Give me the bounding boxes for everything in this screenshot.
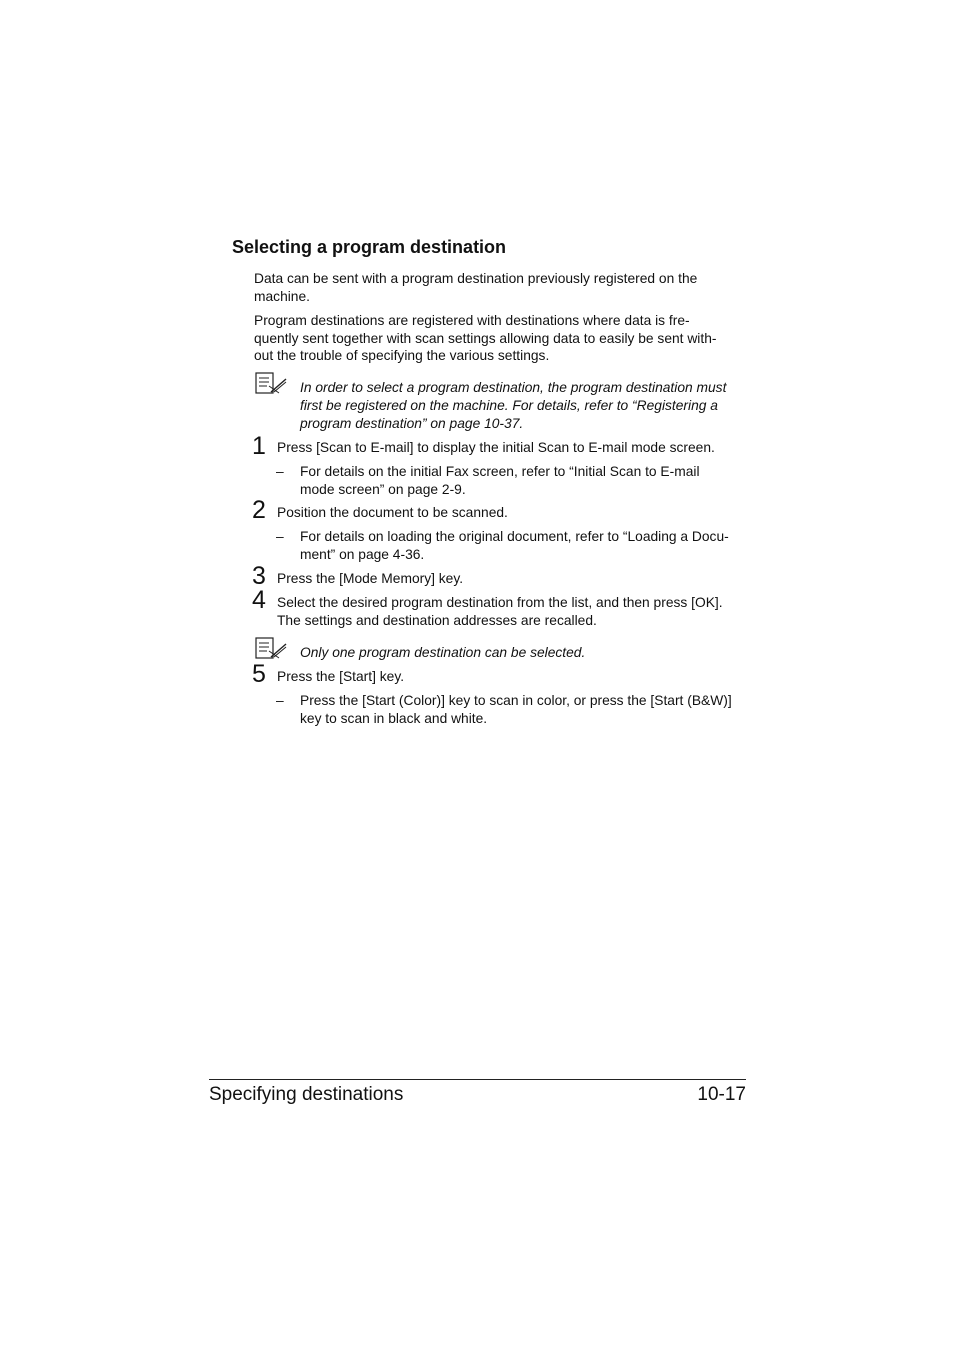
- step-number: 3: [252, 562, 266, 590]
- substep-dash: –: [276, 529, 284, 544]
- note-line: Only one program destination can be selected.: [300, 645, 586, 660]
- text-line: Press the [Start (Color)] key to scan in color, or press the [Start (B&W)]: [300, 693, 732, 708]
- footer-page-number: 10-17: [697, 1084, 746, 1105]
- text-line: Program destinations are registered with destinations where data is fre-: [254, 313, 690, 328]
- text-line: key to scan in black and white.: [300, 710, 488, 726]
- substep-text: [300, 463, 700, 498]
- text-line: Data can be sent with a program destination previously registered on the: [254, 271, 698, 286]
- text-line: For details on the initial Fax screen, refer to “Initial Scan to E-mail: [300, 464, 700, 479]
- footer-divider: [209, 1079, 746, 1080]
- step-number: 5: [252, 660, 266, 688]
- text-line: Press [Scan to E-mail] to display the initial Scan to E-mail mode screen.: [277, 440, 715, 455]
- note-text: [300, 379, 746, 433]
- text-line: The settings and destination addresses are recalled.: [277, 612, 597, 628]
- text-line: machine.: [254, 288, 310, 304]
- step-number: 4: [252, 586, 266, 614]
- step-text: [277, 504, 508, 522]
- text-line: quently sent together with scan settings allowing data to easily be sent with-: [254, 330, 717, 346]
- note-line: first be registered on the machine. For details, refer to “Registering a: [300, 398, 718, 413]
- note-pencil-icon: [255, 372, 289, 394]
- text-line: Select the desired program destination from the list, and then press [OK].: [277, 595, 723, 610]
- intro-paragraph-1: [254, 270, 746, 305]
- text-line: For details on loading the original document, refer to “Loading a Docu-: [300, 529, 729, 544]
- text-line: Position the document to be scanned.: [277, 505, 508, 520]
- step-text: [277, 668, 404, 686]
- step-text: [277, 570, 463, 588]
- step-number: 1: [252, 432, 266, 460]
- step-text: [277, 594, 723, 629]
- intro-paragraph-2: [254, 312, 746, 365]
- section-heading: Selecting a program destination: [232, 237, 507, 257]
- note-text: [300, 644, 746, 662]
- substep-text: [300, 528, 729, 563]
- substep-dash: –: [276, 693, 284, 708]
- text-line: Press the [Start] key.: [277, 669, 405, 684]
- text-line: mode screen” on page 2-9.: [300, 481, 466, 497]
- note-line: program destination” on page 10-37.: [300, 416, 524, 431]
- text-line: out the trouble of specifying the various settings.: [254, 348, 550, 363]
- footer-chapter-title: Specifying destinations: [209, 1084, 404, 1105]
- note-pencil-icon: [255, 637, 289, 659]
- text-line: Press the [Mode Memory] key.: [277, 571, 464, 586]
- step-number: 2: [252, 496, 266, 524]
- substep-text: [300, 692, 732, 727]
- substep-dash: –: [276, 464, 284, 479]
- text-line: ment” on page 4-36.: [300, 546, 425, 562]
- note-line: In order to select a program destination, the program destination must: [300, 380, 727, 395]
- step-text: [277, 439, 715, 457]
